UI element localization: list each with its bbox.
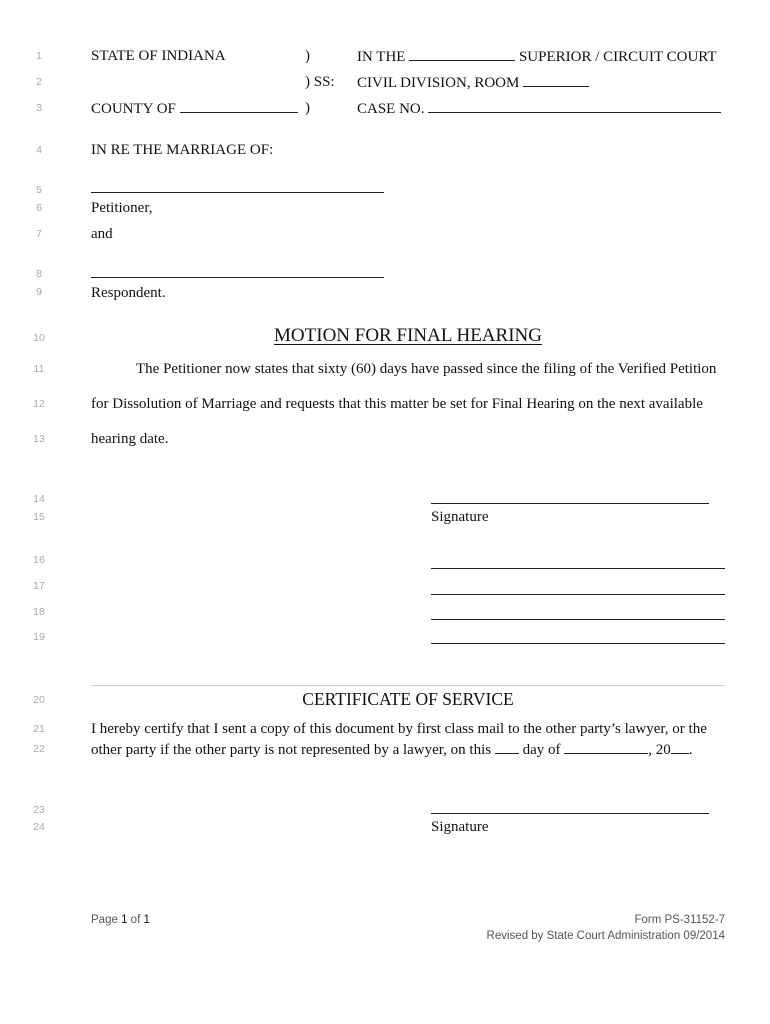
ss-label: ) SS: [305, 74, 335, 90]
line-number: 9 [36, 286, 42, 298]
line-number: 22 [33, 743, 45, 755]
division-label: CIVIL DIVISION, ROOM [357, 75, 520, 91]
line-number: 14 [33, 493, 45, 505]
signature-line[interactable] [431, 813, 709, 814]
respondent-name-line[interactable] [91, 277, 384, 278]
body-line-1: The Petitioner now states that sixty (60) days have passed since the filing of the Verified Petition [136, 361, 717, 377]
county-line [91, 99, 298, 118]
line-number: 4 [36, 144, 42, 156]
line-number: 24 [33, 821, 45, 833]
court-blank[interactable] [409, 47, 515, 61]
page-total: 1 [143, 914, 150, 926]
marriage-heading: IN RE THE MARRIAGE OF: [91, 142, 274, 158]
line-number: 8 [36, 268, 42, 280]
division-line [357, 73, 589, 92]
court-line [357, 47, 717, 66]
line-number: 7 [36, 228, 42, 240]
line-number: 11 [33, 363, 45, 375]
section-divider [91, 685, 725, 686]
page-of: of [130, 914, 141, 926]
and-label: and [91, 226, 113, 242]
period: . [688, 742, 693, 758]
document-title: MOTION FOR FINAL HEARING [274, 325, 542, 346]
address-line-2[interactable] [431, 594, 725, 595]
address-line-1[interactable] [431, 568, 725, 569]
line-number: 20 [33, 694, 45, 706]
line-number: 23 [33, 804, 45, 816]
revised-note: Revised by State Court Administration 09/2014 [486, 930, 725, 942]
line-number: 6 [36, 202, 42, 214]
body-line-3: hearing date. [91, 431, 169, 447]
petitioner-name-line[interactable] [91, 192, 384, 193]
page-current: 1 [121, 914, 128, 926]
line-number: 1 [36, 50, 42, 62]
state-label: STATE OF INDIANA [91, 48, 226, 64]
court-prefix: IN THE [357, 49, 406, 65]
signature-label: Signature [431, 509, 489, 525]
line-number: 18 [33, 606, 45, 618]
certificate-text: day of [522, 742, 561, 758]
certificate-text: other party if the other party is not represented by a lawyer, on this [91, 742, 492, 758]
certificate-title: CERTIFICATE OF SERVICE [302, 689, 514, 709]
line-number: 12 [33, 398, 45, 410]
signature-label: Signature [431, 819, 489, 835]
month-blank[interactable] [564, 740, 648, 754]
form-number: Form PS-31152-7 [634, 914, 725, 926]
line-number: 13 [33, 433, 45, 445]
line-number: 21 [33, 723, 45, 735]
line-number: 2 [36, 76, 42, 88]
room-blank[interactable] [523, 73, 589, 87]
year-prefix: , 20 [648, 742, 671, 758]
line-number: 15 [33, 511, 45, 523]
address-line-4[interactable] [431, 643, 725, 644]
case-no-blank[interactable] [428, 99, 721, 113]
address-line-3[interactable] [431, 619, 725, 620]
certificate-line-1: I hereby certify that I sent a copy of this document by first class mail to the other party’s lawyer, or the [91, 721, 707, 737]
line-number: 16 [33, 554, 45, 566]
case-no-label: CASE NO. [357, 101, 425, 117]
caption-paren: ) [305, 48, 310, 64]
day-blank[interactable] [495, 740, 519, 754]
respondent-label: Respondent. [91, 285, 166, 301]
court-type: SUPERIOR / CIRCUIT COURT [518, 49, 717, 65]
case-line [357, 99, 721, 118]
certificate-line-2 [91, 740, 693, 759]
body-line-2: for Dissolution of Marriage and requests that this matter be set for Final Hearing on the next available [91, 396, 703, 412]
page-indicator [91, 912, 150, 928]
year-blank[interactable] [671, 740, 689, 754]
line-number: 19 [33, 631, 45, 643]
petitioner-label: Petitioner, [91, 200, 153, 216]
signature-line[interactable] [431, 503, 709, 504]
line-number: 5 [36, 184, 42, 196]
county-label: COUNTY OF [91, 101, 176, 117]
line-number: 3 [36, 102, 42, 114]
caption-paren: ) [305, 100, 310, 116]
line-number: 10 [33, 332, 45, 344]
page-prefix: Page [91, 914, 118, 926]
line-number: 17 [33, 580, 45, 592]
county-blank[interactable] [180, 99, 298, 113]
